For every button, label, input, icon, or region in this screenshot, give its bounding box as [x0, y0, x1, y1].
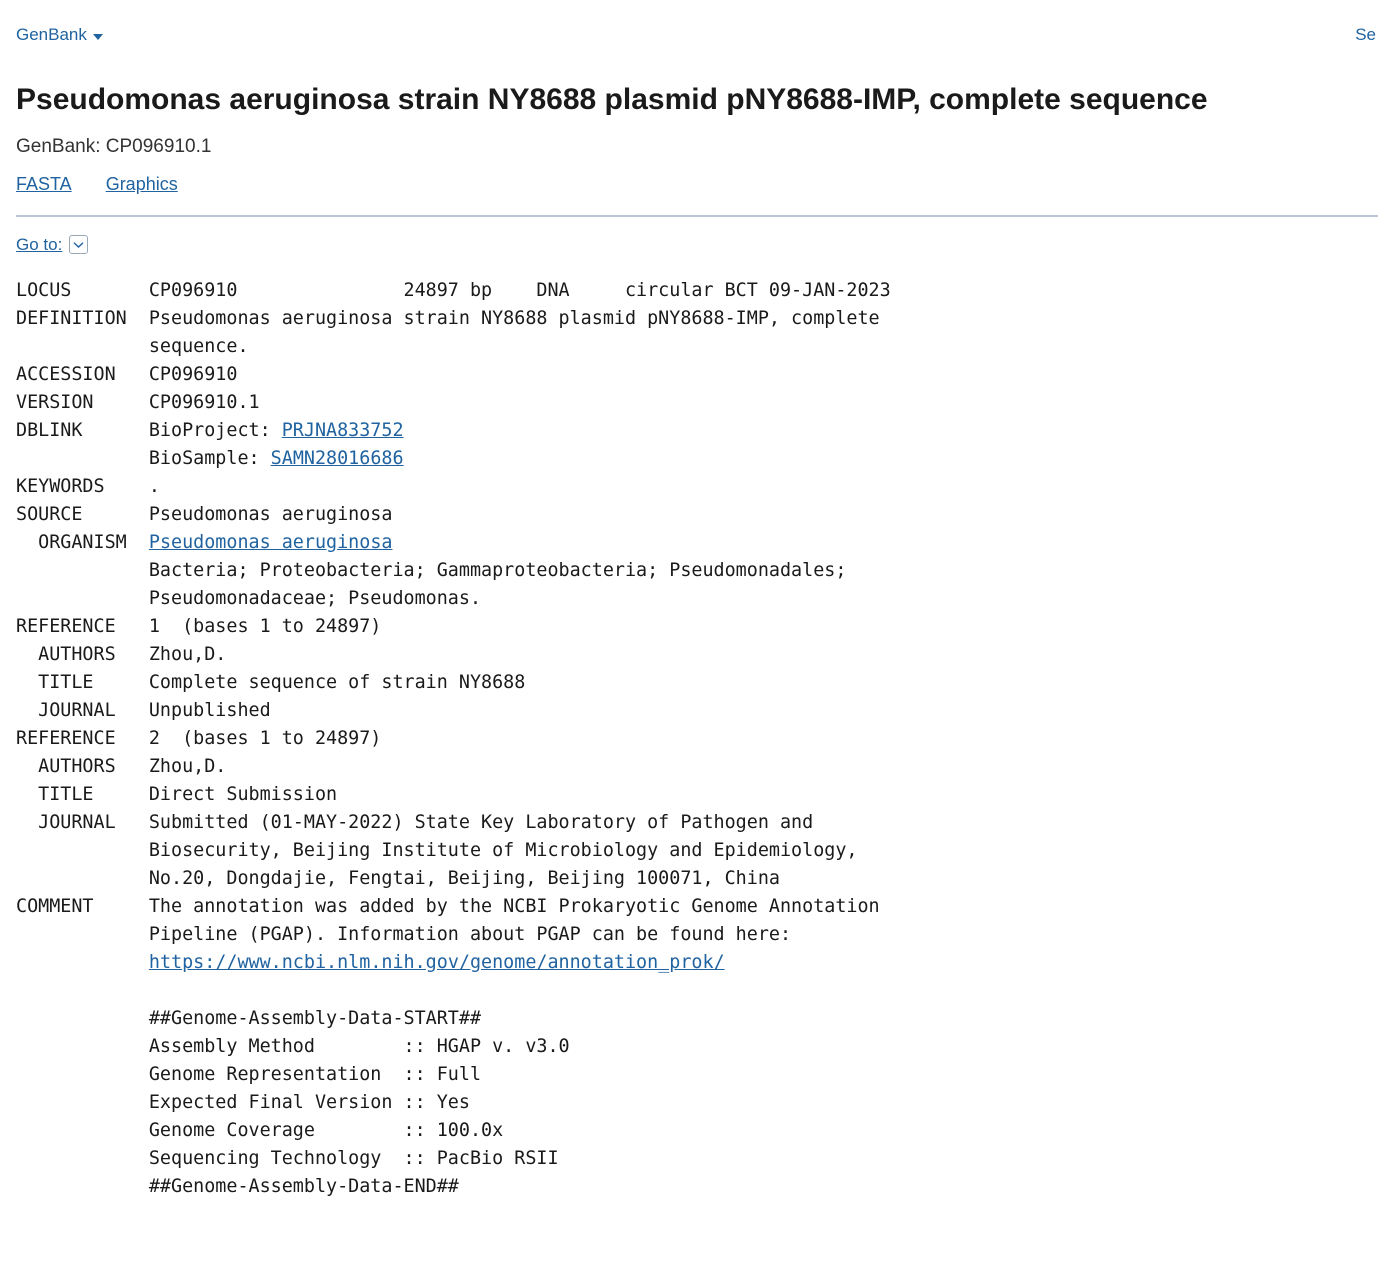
flatfile-line [16, 837, 1378, 865]
flatfile-line-text: Pseudomonadaceae; Pseudomonas. [16, 587, 482, 609]
flatfile-link[interactable]: https://www.ncbi.nlm.nih.gov/genome/annotation_prok/ [148, 951, 725, 973]
format-links [16, 174, 1378, 195]
flatfile-line [16, 865, 1378, 893]
flatfile-line [16, 305, 1378, 333]
flatfile-line [16, 417, 1378, 445]
flatfile-line-text: DEFINITION Pseudomonas aeruginosa strain NY8688 plasmid pNY8688-IMP, complete [16, 307, 880, 329]
flatfile-line-text: Genome Coverage :: 100.0x [16, 1119, 504, 1141]
flatfile-line [16, 445, 1378, 473]
flatfile-line [16, 725, 1378, 753]
flatfile-line [16, 557, 1378, 585]
flatfile-line-text: VERSION CP096910.1 [16, 391, 260, 413]
flatfile-line [16, 1173, 1378, 1201]
flatfile-line-text: Genome Representation :: Full [16, 1063, 482, 1085]
flatfile-line [16, 1033, 1378, 1061]
flatfile-line [16, 1005, 1378, 1033]
database-selector[interactable] [16, 25, 103, 45]
flatfile-link[interactable]: Pseudomonas aeruginosa [148, 531, 393, 553]
flatfile-line [16, 529, 1378, 557]
flatfile-line [16, 921, 1378, 949]
goto-label[interactable]: Go to: [16, 234, 63, 254]
flatfile-line-text: Expected Final Version :: Yes [16, 1091, 470, 1113]
flatfile-line [16, 781, 1378, 809]
flatfile-line-text: Bacteria; Proteobacteria; Gammaproteobacteria; Pseudomonadales; [16, 559, 847, 581]
flatfile-line [16, 585, 1378, 613]
flatfile-line-text: No.20, Dongdajie, Fengtai, Beijing, Beijing 100071, China [16, 867, 780, 889]
flatfile-line-text: LOCUS CP096910 24897 bp DNA circular BCT 09-JAN-2023 [16, 279, 891, 301]
search-link[interactable]: Se [1355, 25, 1376, 44]
flatfile-link[interactable]: SAMN28016686 [270, 447, 404, 469]
flatfile-line-text: JOURNAL Submitted (01-MAY-2022) State Key Laboratory of Pathogen and [16, 811, 814, 833]
flatfile-line-text: AUTHORS Zhou,D. [16, 643, 227, 665]
flatfile-line-text: Pipeline (PGAP). Information about PGAP can be found here: [16, 923, 792, 945]
flatfile-line-text: SOURCE Pseudomonas aeruginosa [16, 503, 393, 525]
flatfile-line-text: ##Genome-Assembly-Data-START## [16, 1007, 482, 1029]
flatfile-line [16, 1089, 1378, 1117]
flatfile-link[interactable]: PRJNA833752 [281, 419, 404, 441]
flatfile-line-text: AUTHORS Zhou,D. [16, 755, 227, 777]
flatfile-line [16, 949, 1378, 977]
flatfile-line [16, 669, 1378, 697]
flatfile-line [16, 1145, 1378, 1173]
flatfile-line-text [16, 980, 149, 1001]
top-bar [16, 0, 1378, 56]
flatfile-line-text: Assembly Method :: HGAP v. v3.0 [16, 1035, 570, 1057]
flatfile-line-text: ACCESSION CP096910 [16, 363, 238, 385]
graphics-link[interactable]: Graphics [105, 173, 178, 194]
flatfile-line [16, 753, 1378, 781]
flatfile-line-text [16, 952, 149, 973]
flatfile-line [16, 809, 1378, 837]
flatfile-line-text: REFERENCE 1 (bases 1 to 24897) [16, 615, 382, 637]
flatfile-line-text: KEYWORDS . [16, 475, 160, 497]
flatfile-line [16, 893, 1378, 921]
flatfile-line-text: DBLINK BioProject: [16, 419, 282, 441]
flatfile-line-text: TITLE Complete sequence of strain NY8688 [16, 671, 526, 693]
goto-row [16, 235, 1378, 255]
genbank-flatfile [16, 277, 1378, 1201]
chevron-down-icon [93, 34, 103, 40]
fasta-link[interactable]: FASTA [16, 173, 72, 194]
flatfile-line [16, 1117, 1378, 1145]
flatfile-line-text: Sequencing Technology :: PacBio RSII [16, 1147, 559, 1169]
chevron-down-icon[interactable] [69, 235, 88, 254]
divider [16, 215, 1378, 217]
flatfile-line-text: COMMENT The annotation was added by the NCBI Prokaryotic Genome Annotation [16, 895, 880, 917]
flatfile-line-text: REFERENCE 2 (bases 1 to 24897) [16, 727, 382, 749]
flatfile-line [16, 697, 1378, 725]
flatfile-line [16, 277, 1378, 305]
flatfile-line-text: sequence. [16, 335, 249, 357]
flatfile-line-text: BioSample: [16, 447, 271, 469]
flatfile-line-text: ORGANISM [16, 531, 149, 553]
flatfile-line-text: ##Genome-Assembly-Data-END## [16, 1175, 459, 1197]
flatfile-line-text: TITLE Direct Submission [16, 783, 338, 805]
flatfile-line-text: JOURNAL Unpublished [16, 699, 271, 721]
flatfile-line [16, 473, 1378, 501]
flatfile-line [16, 613, 1378, 641]
flatfile-line [16, 977, 1378, 1005]
flatfile-line [16, 361, 1378, 389]
database-selector-label: GenBank [16, 25, 87, 44]
flatfile-line [16, 641, 1378, 669]
flatfile-line [16, 389, 1378, 417]
flatfile-line [16, 333, 1378, 361]
flatfile-line [16, 501, 1378, 529]
flatfile-line-text: Biosecurity, Beijing Institute of Microbiology and Epidemiology, [16, 839, 858, 861]
page-title: Pseudomonas aeruginosa strain NY8688 plasmid pNY8688-IMP, complete sequence [16, 83, 1208, 116]
flatfile-line [16, 1061, 1378, 1089]
accession-label: GenBank: CP096910.1 [16, 135, 212, 157]
